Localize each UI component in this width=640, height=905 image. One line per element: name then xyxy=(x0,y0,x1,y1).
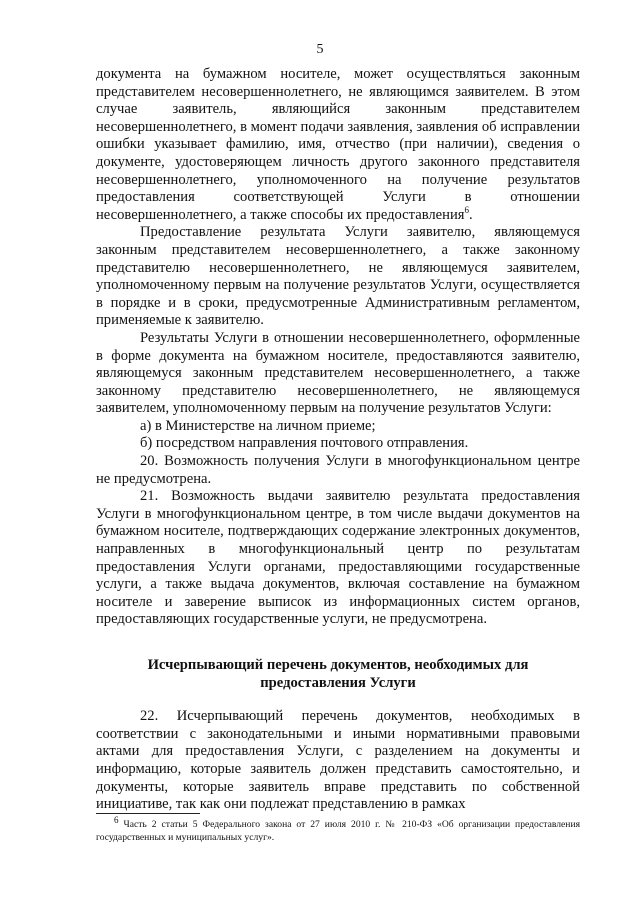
paragraph-paper-results: Результаты Услуги в отношении несовершеннолетнего, оформленные в форме документа на бумажном носителе, предоставляются заявителю, являющемуся законным представителем несовершеннолетнего, а также законному представителю несовершеннолетнего, не являющемуся заявителем, уполномоченному первым на получение результатов Услуги: xyxy=(96,329,580,417)
section-heading: Исчерпывающий перечень документов, необходимых для предоставления Услуги xyxy=(147,657,529,691)
paragraph-20: 20. Возможность получения Услуги в многофункциональном центре не предусмотрена. xyxy=(96,453,580,487)
paragraph-21: 21. Возможность выдачи заявителю результата предоставления Услуги в многофункциональном центре, в том числе выдачи документов на бумажном носителе, подтверждающих содержание электронных документов, направленных в многофункциональный центр по результатам предоставления Услуги органами, предоставляющими государственные услуги, а также выдача документов, включая составление на бумажном носителе и заверение выписок из информационных систем органов, предоставляющих государственные услуги, не предусмотрена. xyxy=(96,488,580,628)
page-number: 5 xyxy=(316,42,324,57)
list-item-a: а) в Министерстве на личном приеме; xyxy=(140,417,376,434)
footnote-text: Часть 2 статьи 5 Федерального закона от 27 июля 2010 г. № 210-ФЗ «Об организации предоставления государственных и муниципальных услуг». xyxy=(96,819,580,843)
footnote-reference: 6 xyxy=(464,204,469,215)
paragraph-22: 22. Исчерпывающий перечень документов, необходимых в соответствии с законодательными и иными нормативными правовыми актами для предоставления Услуги, с разделением на документы и информацию, которые заявитель должен представить самостоятельно, и документы, которые заявитель вправе представить по собственной инициативе, так как они подлежат представлению в рамках xyxy=(96,708,580,813)
paragraph-text: документа на бумажном носителе, может осуществляться законным представителем несовершеннолетнего, не являющимся заявителем. В этом случае заявитель, являющийся законным представителем несовершеннолетнего, в момент подачи заявления, заявления об исправлении ошибки указывает фамилию, имя, отчество (при наличии), сведения о документе, удостоверяющем личность другого законного представителя несовершеннолетнего, уполномоченного на получение результатов предоставления соответствующей Услуги в отношении несовершеннолетнего, а также способы их предоставления xyxy=(96,66,580,223)
document-body xyxy=(96,66,580,814)
paragraph-continuation: документа на бумажном носителе, может осуществляться законным представителем несовершеннолетнего, не являющимся заявителем. В этом случае заявитель, являющийся законным представителем несовершеннолетнего, в момент подачи заявления, заявления об исправлении ошибки указывает фамилию, имя, отчество (при наличии), сведения о документе, удостоверяющем личность другого законного представителя несовершеннолетнего, уполномоченного на получение результатов предоставления соответствующей Услуги в отношении несовершеннолетнего, а также способы их предоставления$^6$. xyxy=(96,66,580,223)
footnote-marker: 6 xyxy=(114,814,119,825)
footnote-divider xyxy=(96,813,200,814)
paragraph-result-delivery: Предоставление результата Услуги заявителю, являющемуся законным представителем несовершеннолетнего, а также законному представителю несовершеннолетнего, не являющемуся заявителем, уполномоченному первым на получение результатов Услуги, осуществляется в порядке и в сроки, предусмотренные Административным регламентом, применяемые к заявителю. xyxy=(96,224,580,329)
list-item-b: б) посредством направления почтового отправления. xyxy=(140,435,469,452)
footnote xyxy=(96,814,580,844)
